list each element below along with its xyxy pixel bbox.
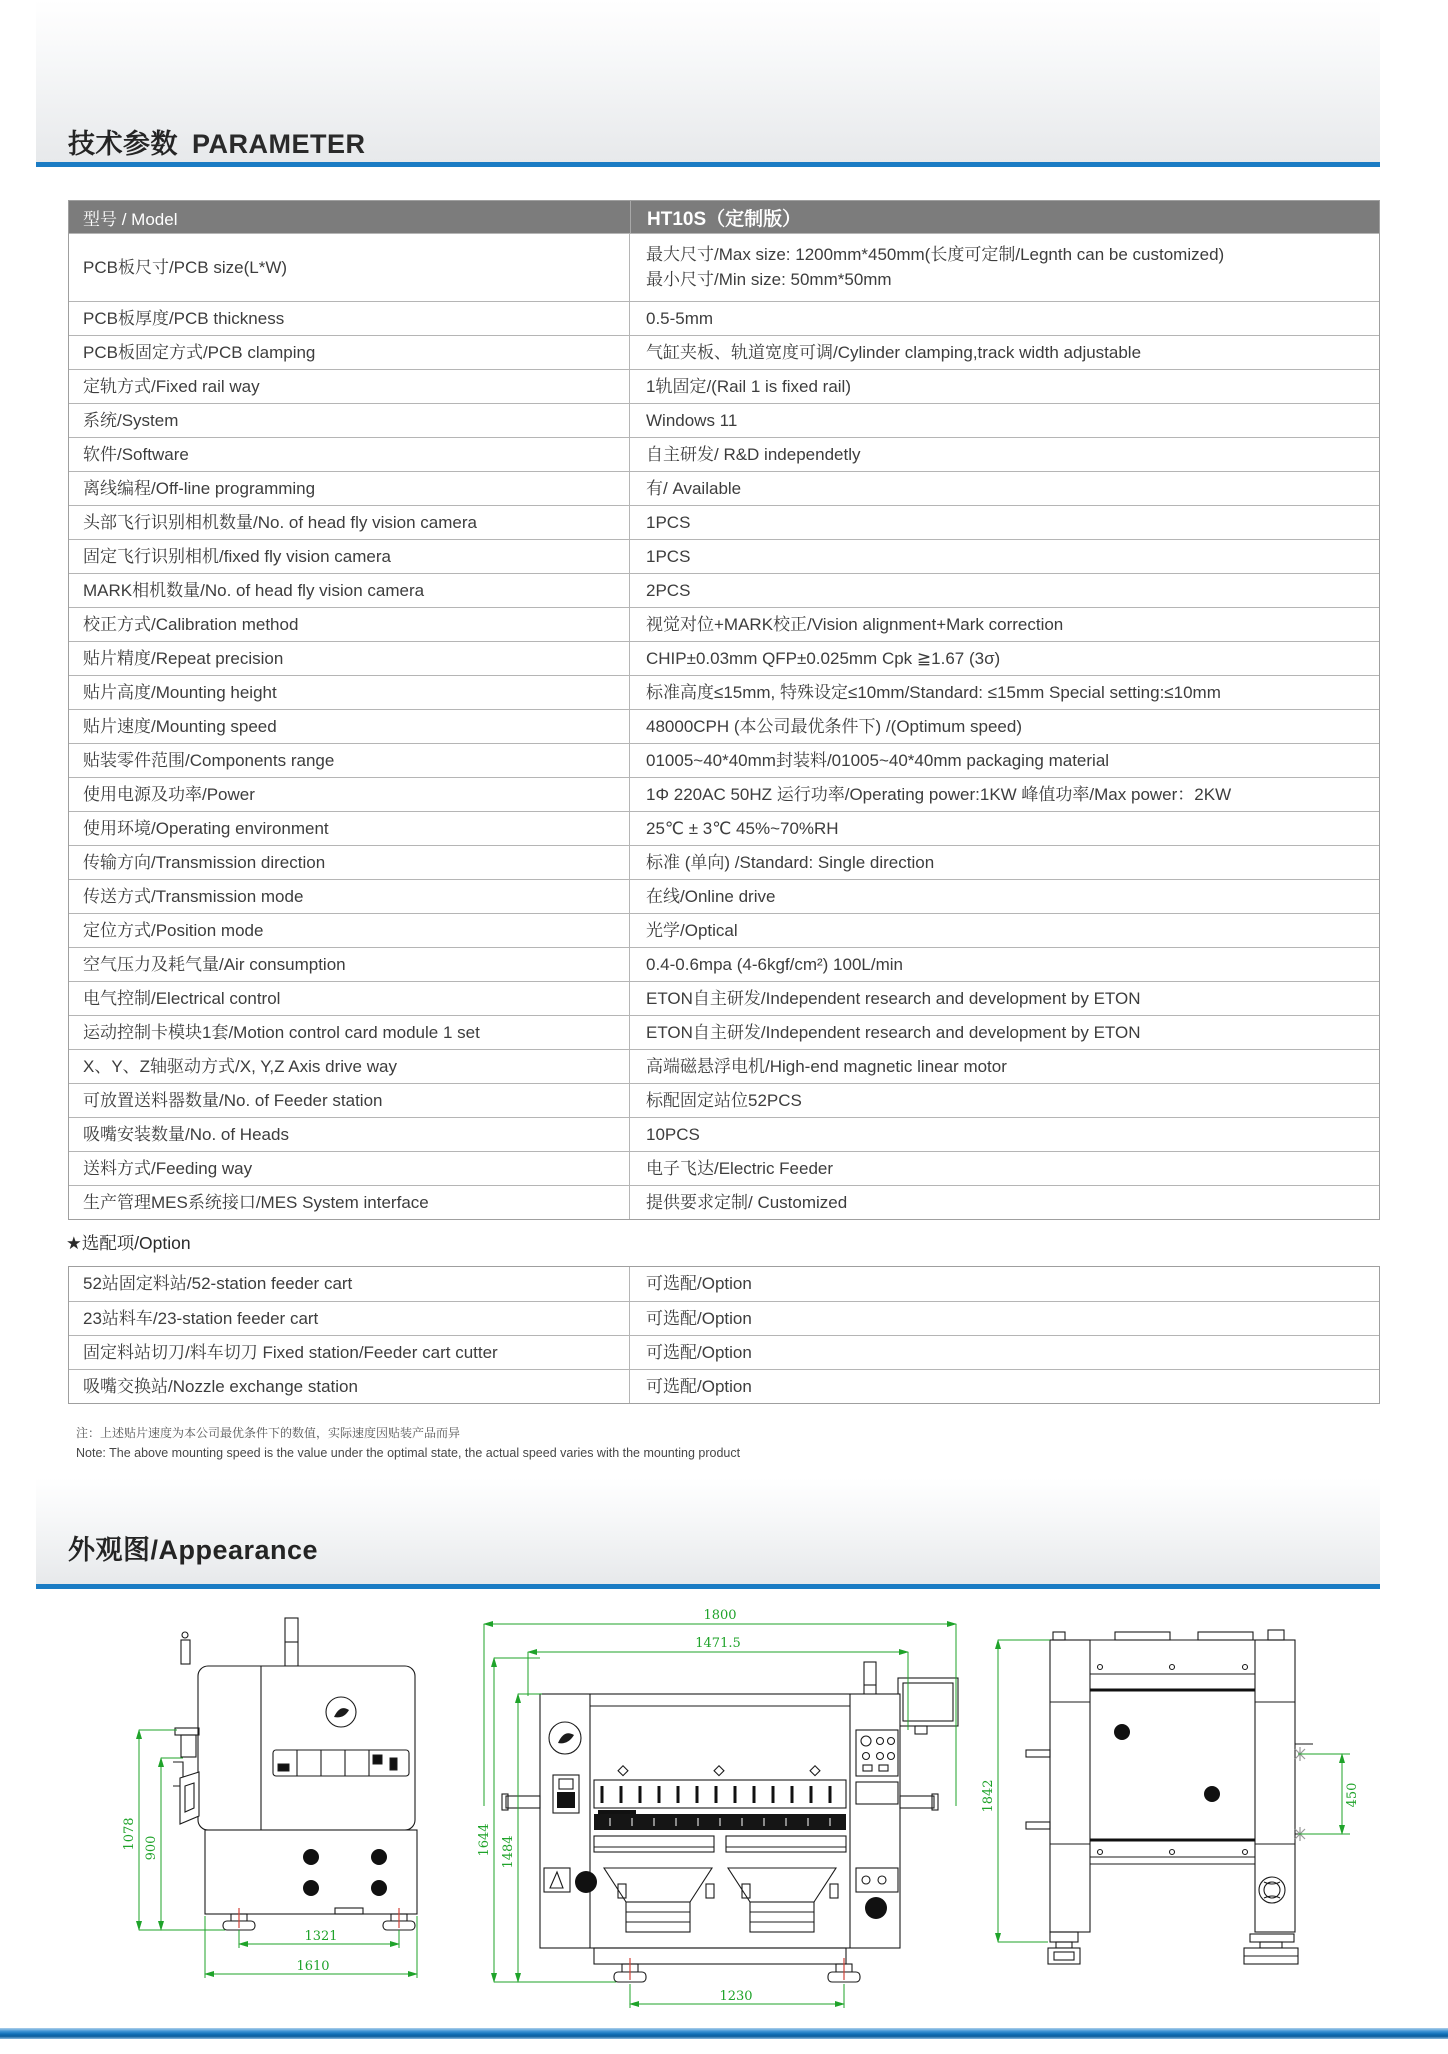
row-label: 贴片精度/Repeat precision xyxy=(69,642,630,675)
table-row xyxy=(69,981,1379,1015)
row-label: PCB板尺寸/PCB size(L*W) xyxy=(69,234,630,301)
row-label: 固定料站切刀/料车切刀 Fixed station/Feeder cart cutter xyxy=(69,1336,630,1369)
parameter-title-zh: 技术参数 xyxy=(68,129,178,159)
dim-label: 1800 xyxy=(703,1608,737,1623)
row-value: 标配固定站位52PCS xyxy=(646,1090,802,1110)
row-value: 48000CPH (本公司最优条件下) /(Optimum speed) xyxy=(646,716,1022,736)
table-row xyxy=(69,573,1379,607)
row-value: ETON自主研发/Independent research and development by ETON xyxy=(646,1022,1141,1042)
row-value: ETON自主研发/Independent research and development by ETON xyxy=(646,988,1141,1008)
table-row xyxy=(69,879,1379,913)
appearance-section-title: 外观图/Appearance xyxy=(68,1535,319,1565)
row-label: 系统/System xyxy=(69,404,630,437)
row-label: 头部飞行识别相机数量/No. of head fly vision camera xyxy=(69,506,630,539)
drawing-front-view xyxy=(420,1600,970,2030)
row-value: 1PCS xyxy=(646,546,691,566)
table-row xyxy=(69,471,1379,505)
dim-label: 450 xyxy=(1345,1782,1360,1808)
row-label: 23站料车/23-station feeder cart xyxy=(69,1302,630,1335)
row-label: 校正方式/Calibration method xyxy=(69,608,630,641)
table-row xyxy=(69,1151,1379,1185)
dim-label: 1078 xyxy=(122,1817,137,1851)
table-row xyxy=(69,437,1379,471)
option-table xyxy=(68,1266,1380,1404)
dim-label: 1230 xyxy=(719,1989,753,2004)
row-label: 电气控制/Electrical control xyxy=(69,982,630,1015)
option-table-body xyxy=(69,1267,1379,1403)
table-row xyxy=(69,1117,1379,1151)
row-value: 提供要求定制/ Customized xyxy=(646,1192,848,1212)
row-label: 定位方式/Position mode xyxy=(69,914,630,947)
model-header-value: HT10S（定制版） xyxy=(630,201,1379,233)
row-value: 01005~40*40mm封装料/01005~40*40mm packaging material xyxy=(646,750,1110,770)
row-value: 标准高度≤15mm, 特殊设定≤10mm/Standard: ≤15mm Special setting:≤10mm xyxy=(646,682,1221,702)
table-row xyxy=(69,539,1379,573)
dim-label: 1321 xyxy=(304,1929,338,1944)
table-row xyxy=(69,1267,1379,1301)
footer-accent-bar xyxy=(0,2028,1448,2039)
row-value: 光学/Optical xyxy=(646,920,738,940)
table-row xyxy=(69,1015,1379,1049)
row-value: 0.4-0.6mpa (4-6kgf/cm²) 100L/min xyxy=(646,954,903,974)
row-value: 自主研发/ R&D independetly xyxy=(646,444,861,464)
row-value: Windows 11 xyxy=(646,410,738,430)
option-section-heading: ★选配项/Option xyxy=(66,1233,191,1253)
dim-label: 1484 xyxy=(501,1835,516,1869)
row-value: 可选配/Option xyxy=(646,1274,752,1294)
table-row xyxy=(69,607,1379,641)
model-header-label: 型号 / Model xyxy=(83,209,178,229)
spec-table-header-row xyxy=(69,201,1379,233)
table-row xyxy=(69,505,1379,539)
parameter-title-en: PARAMETER xyxy=(192,129,366,159)
rear-view-dimensions xyxy=(981,1640,1360,1942)
row-value: 0.5-5mm xyxy=(646,308,714,328)
row-label: 传送方式/Transmission mode xyxy=(69,880,630,913)
row-label: 可放置送料器数量/No. of Feeder station xyxy=(69,1084,630,1117)
row-value: 2PCS xyxy=(646,580,691,600)
drawing-side-view xyxy=(85,1612,425,2012)
row-label: X、Y、Z轴驱动方式/X, Y,Z Axis drive way xyxy=(69,1050,630,1083)
row-value: 在线/Online drive xyxy=(646,886,776,906)
row-label: PCB板固定方式/PCB clamping xyxy=(69,336,630,369)
machine-side-outline xyxy=(173,1618,417,1930)
row-label: 52站固定料站/52-station feeder cart xyxy=(69,1267,630,1301)
spec-table-body xyxy=(69,233,1379,1219)
row-label: 离线编程/Off-line programming xyxy=(69,472,630,505)
row-value: 最大尺寸/Max size: 1200mm*450mm(长度可定制/Legnth can be customized) 最小尺寸/Min size: 50mm*50mm xyxy=(646,245,1225,289)
row-value: 高端磁悬浮电机/High-end magnetic linear motor xyxy=(646,1056,1007,1076)
note-zh: 注：上述贴片速度为本公司最优条件下的数值，实际速度因贴装产品而异 xyxy=(76,1426,461,1440)
row-value: 10PCS xyxy=(646,1124,700,1144)
row-label: 吸嘴安装数量/No. of Heads xyxy=(69,1118,630,1151)
table-row xyxy=(69,335,1379,369)
row-label: 生产管理MES系统接口/MES System interface xyxy=(69,1186,630,1219)
table-row xyxy=(69,233,1379,301)
parameter-section-title xyxy=(68,122,366,161)
table-row xyxy=(69,1369,1379,1403)
row-label: 固定飞行识别相机/fixed fly vision camera xyxy=(69,540,630,573)
dim-label: 1644 xyxy=(477,1823,492,1857)
table-row xyxy=(69,1083,1379,1117)
table-row xyxy=(69,641,1379,675)
row-label: 使用环境/Operating environment xyxy=(69,812,630,845)
dim-label: 1842 xyxy=(981,1779,996,1813)
row-value: 1Φ 220AC 50HZ 运行功率/Operating power:1KW 峰值功率/Max power：2KW xyxy=(646,784,1232,804)
row-value: 可选配/Option xyxy=(646,1376,752,1396)
row-label: 定轨方式/Fixed rail way xyxy=(69,370,630,403)
row-label: 吸嘴交换站/Nozzle exchange station xyxy=(69,1370,630,1403)
row-label: 送料方式/Feeding way xyxy=(69,1152,630,1185)
table-row xyxy=(69,947,1379,981)
row-value: 可选配/Option xyxy=(646,1308,752,1328)
row-value: 气缸夹板、轨道宽度可调/Cylinder clamping,track width adjustable xyxy=(646,342,1142,362)
row-label: PCB板厚度/PCB thickness xyxy=(69,302,630,335)
table-row xyxy=(69,743,1379,777)
table-row xyxy=(69,913,1379,947)
dim-label: 1610 xyxy=(296,1959,330,1974)
machine-rear-outline xyxy=(1026,1630,1313,1964)
row-value: 有/ Available xyxy=(646,478,742,498)
row-value: 1PCS xyxy=(646,512,691,532)
row-value: 25℃ ± 3℃ 45%~70%RH xyxy=(646,818,839,838)
row-label: 贴片速度/Mounting speed xyxy=(69,710,630,743)
row-value: 1轨固定/(Rail 1 is fixed rail) xyxy=(646,376,851,396)
row-label: 空气压力及耗气量/Air consumption xyxy=(69,948,630,981)
table-row xyxy=(69,1335,1379,1369)
table-row xyxy=(69,709,1379,743)
row-label: 贴装零件范围/Components range xyxy=(69,744,630,777)
row-value: 视觉对位+MARK校正/Vision alignment+Mark correction xyxy=(646,614,1064,634)
row-value: 电子飞达/Electric Feeder xyxy=(646,1158,834,1178)
dim-label: 1471.5 xyxy=(695,1636,741,1651)
row-label: 贴片高度/Mounting height xyxy=(69,676,630,709)
table-row xyxy=(69,845,1379,879)
dim-label: 900 xyxy=(144,1835,159,1861)
table-row xyxy=(69,1301,1379,1335)
row-label: 运动控制卡模块1套/Motion control card module 1 set xyxy=(69,1016,630,1049)
table-row xyxy=(69,301,1379,335)
table-row xyxy=(69,777,1379,811)
row-value: 标准 (单向) /Standard: Single direction xyxy=(646,852,935,872)
drawing-rear-view xyxy=(950,1612,1400,1992)
note-en: Note: The above mounting speed is the value under the optimal state, the actual speed varies with the mounting product xyxy=(76,1446,741,1460)
table-row xyxy=(69,1185,1379,1219)
spec-table xyxy=(68,200,1380,1220)
table-row xyxy=(69,369,1379,403)
row-label: 软件/Software xyxy=(69,438,630,471)
table-row xyxy=(69,811,1379,845)
table-row xyxy=(69,675,1379,709)
row-label: 传输方向/Transmission direction xyxy=(69,846,630,879)
row-value: 可选配/Option xyxy=(646,1342,752,1362)
row-label: 使用电源及功率/Power xyxy=(69,778,630,811)
table-row xyxy=(69,1049,1379,1083)
machine-front-outline xyxy=(502,1662,958,1982)
row-value: CHIP±0.03mm QFP±0.025mm Cpk ≧1.67 (3σ) xyxy=(646,648,1001,668)
table-row xyxy=(69,403,1379,437)
row-label: MARK相机数量/No. of head fly vision camera xyxy=(69,574,630,607)
